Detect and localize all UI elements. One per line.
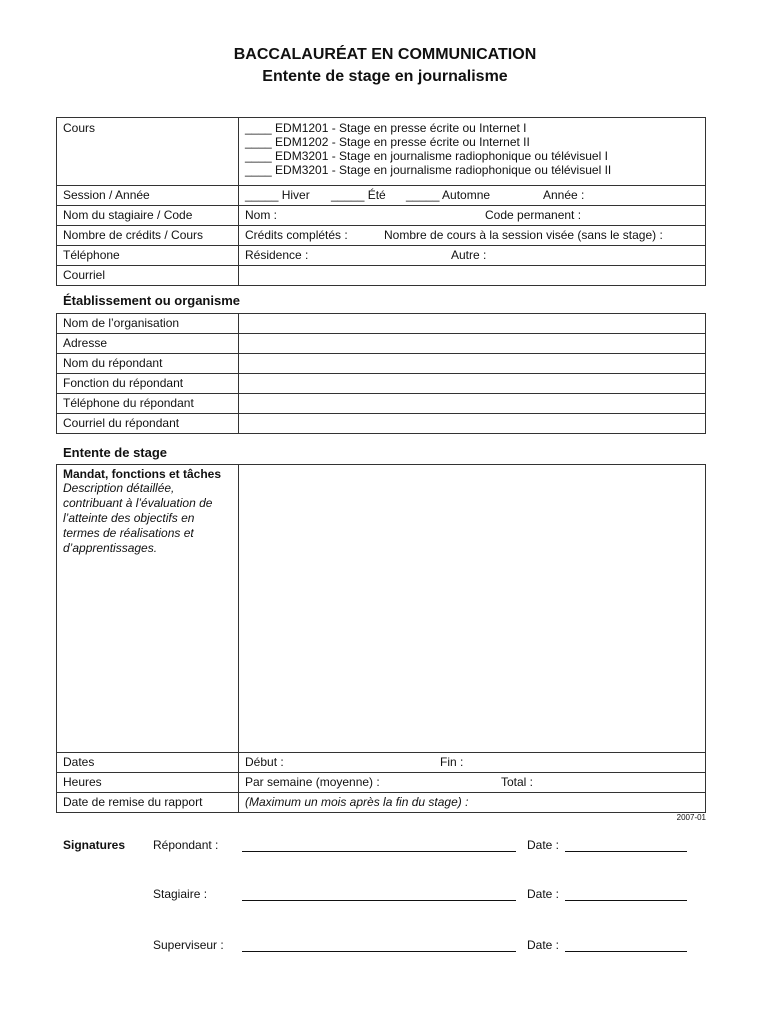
residence-field[interactable]: Résidence : [245, 248, 309, 262]
date-label: Date : [527, 938, 560, 952]
credits-completes-field[interactable]: Crédits complétés : [245, 228, 348, 242]
form-subtitle: Entente de stage en journalisme [262, 68, 508, 85]
signatures-heading: Signatures [63, 838, 126, 852]
course-options[interactable] [239, 118, 706, 186]
entente-heading: Entente de stage [63, 445, 168, 460]
date-stagiaire-line[interactable] [565, 900, 687, 901]
organisation-table [56, 313, 706, 434]
session-hiver[interactable]: _____ Hiver [245, 188, 310, 202]
session-ete[interactable]: _____ Été [331, 188, 386, 202]
nom-stagiaire-label: Nom du stagiaire / Code [57, 206, 239, 226]
dates-label: Dates [57, 753, 239, 773]
organisation-heading: Établissement ou organisme [63, 293, 240, 308]
repondant-nom-field[interactable] [239, 354, 706, 374]
repondant-fonction-field[interactable] [239, 374, 706, 394]
debut-field[interactable]: Début : [245, 755, 284, 769]
session-label: Session / Année [57, 186, 239, 206]
heures-label: Heures [57, 773, 239, 793]
session-automne[interactable]: _____ Automne [406, 188, 491, 202]
dates-field[interactable] [239, 753, 706, 773]
session-field[interactable] [239, 186, 706, 206]
org-adresse-field[interactable] [239, 334, 706, 354]
entente-table [56, 464, 706, 813]
org-row-label: Nom du répondant [57, 354, 239, 374]
telephone-field[interactable] [239, 246, 706, 266]
date-superviseur-line[interactable] [565, 951, 687, 952]
nom-code-field[interactable] [239, 206, 706, 226]
signature-repondant-line[interactable] [242, 851, 516, 852]
courriel-label: Courriel [57, 266, 239, 286]
form-version: 2007-01 [676, 813, 706, 822]
date-repondant-line[interactable] [565, 851, 687, 852]
org-row-label: Courriel du répondant [57, 414, 239, 434]
total-field[interactable]: Total : [501, 775, 534, 789]
mandat-title: Mandat, fonctions et tâches [63, 467, 222, 481]
mandat-label-cell [57, 465, 239, 753]
autre-field[interactable]: Autre : [451, 248, 487, 262]
org-row-label: Adresse [57, 334, 239, 354]
mandat-description: Description détaillée, contribuant à l’évaluation de l’atteinte des objectifs en termes de réalisations et d’apprentissages. [63, 481, 213, 555]
courriel-field[interactable] [239, 266, 706, 286]
session-annee[interactable]: Année : [543, 188, 585, 202]
course-option[interactable]: ____ EDM1201 - Stage en presse écrite ou Internet I [245, 121, 527, 135]
nb-cours-field[interactable]: Nombre de cours à la session visée (sans le stage) : [384, 228, 663, 242]
code-permanent-field[interactable]: Code permanent : [485, 208, 582, 222]
credits-field[interactable] [239, 226, 706, 246]
repondant-telephone-field[interactable] [239, 394, 706, 414]
signature-stagiaire-label: Stagiaire : [153, 887, 208, 901]
remise-label: Date de remise du rapport [57, 793, 239, 813]
telephone-label: Téléphone [57, 246, 239, 266]
mandat-field[interactable] [239, 465, 706, 753]
signature-superviseur-label: Superviseur : [153, 938, 224, 952]
date-label: Date : [527, 887, 560, 901]
course-option[interactable]: ____ EDM3201 - Stage en journalisme radiophonique ou télévisuel I [245, 149, 608, 163]
form-title: BACCALAURÉAT EN COMMUNICATION [233, 46, 537, 63]
signature-stagiaire-line[interactable] [242, 900, 516, 901]
cours-label: Cours [57, 118, 239, 186]
org-row-label: Nom de l’organisation [57, 314, 239, 334]
repondant-courriel-field[interactable] [239, 414, 706, 434]
course-option[interactable]: ____ EDM1202 - Stage en presse écrite ou Internet II [245, 135, 530, 149]
credits-label: Nombre de crédits / Cours [57, 226, 239, 246]
org-nom-field[interactable] [239, 314, 706, 334]
par-semaine-field[interactable]: Par semaine (moyenne) : [245, 775, 380, 789]
heures-field[interactable] [239, 773, 706, 793]
course-option[interactable]: ____ EDM3201 - Stage en journalisme radiophonique ou télévisuel II [245, 163, 612, 177]
signature-superviseur-line[interactable] [242, 951, 516, 952]
org-row-label: Téléphone du répondant [57, 394, 239, 414]
student-info-table [56, 117, 706, 286]
remise-field[interactable]: (Maximum un mois après la fin du stage) : [239, 793, 706, 813]
nom-field[interactable]: Nom : [245, 208, 278, 222]
org-row-label: Fonction du répondant [57, 374, 239, 394]
signature-repondant-label: Répondant : [153, 838, 219, 852]
date-label: Date : [527, 838, 560, 852]
fin-field[interactable]: Fin : [440, 755, 464, 769]
